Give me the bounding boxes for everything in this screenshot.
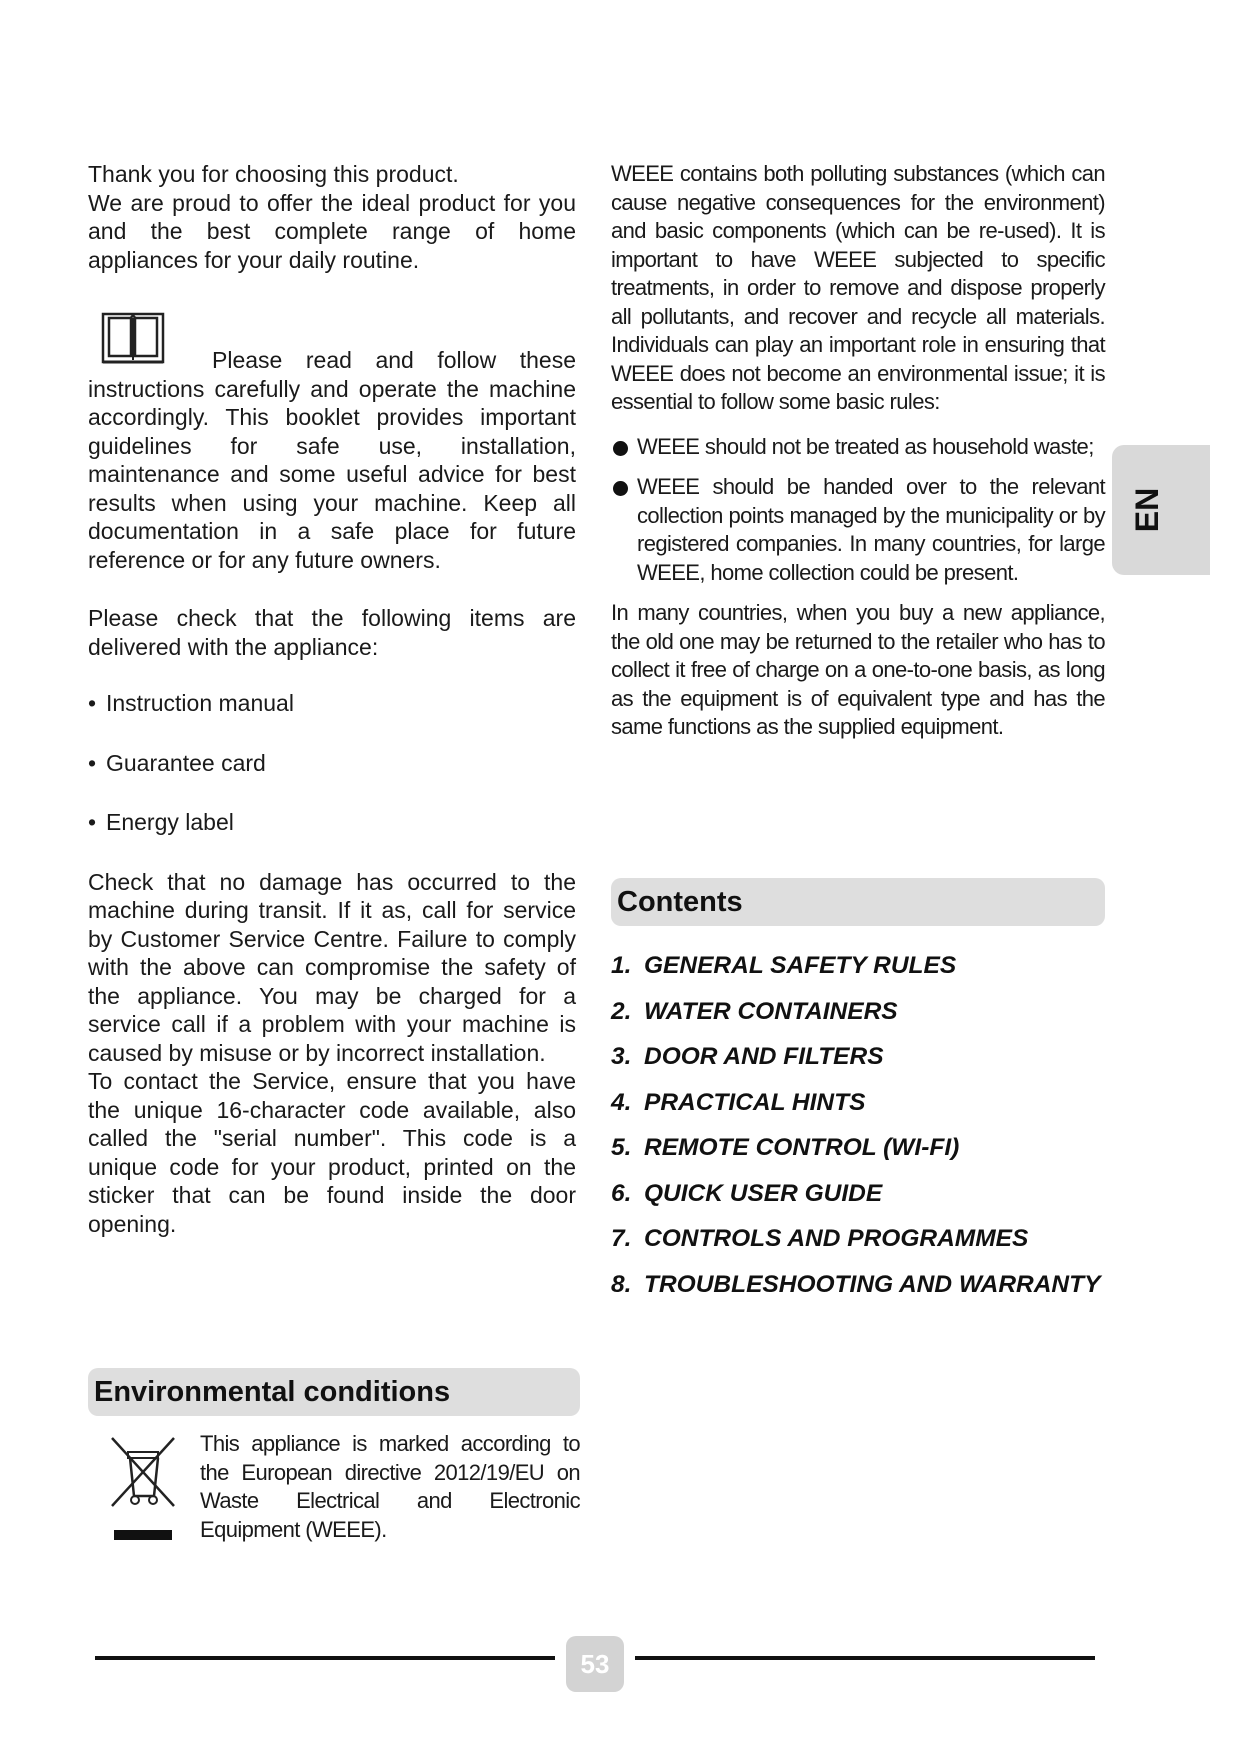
footer-rule-right bbox=[635, 1656, 1095, 1660]
toc-item[interactable]: 2. WATER CONTAINERS bbox=[611, 997, 898, 1025]
intro-column bbox=[88, 160, 576, 1238]
intro-thanks: Thank you for choosing this product. bbox=[88, 161, 459, 187]
damage-check-text: Check that no damage has occurred to the machine during transit. If it as, call for service by Customer Service Centre. Failure to comply with the above can compromise the safety of the appliance. You may be charged for a service call if a problem with your machine is caused by misuse or by incorrect installation. bbox=[88, 868, 576, 1066]
weee-directive-text: This appliance is marked according to the European directive 2012/19/EU on Waste Electrical and Electronic Equipment (WEEE). bbox=[200, 1431, 580, 1542]
toc-item[interactable]: 1. GENERAL SAFETY RULES bbox=[611, 952, 957, 979]
toc-item[interactable]: 7. CONTROLS AND PROGRAMMES bbox=[611, 1225, 1029, 1252]
contents-section bbox=[611, 878, 1105, 1316]
environmental-title: Environmental conditions bbox=[88, 1368, 580, 1416]
check-items-text: Please check that the following items are delivered with the appliance: bbox=[88, 605, 576, 660]
contact-service-text: To contact the Service, ensure that you have the unique 16-character code available, also called the "serial number". This code is a unique code for your product, printed on the sticker that can be found inside the door opening. bbox=[88, 1068, 576, 1237]
list-item: WEEE should be handed over to the relevant collection points managed by the municipality or by registered companies. In many countries, for large WEEE, home collection could be present. bbox=[611, 473, 1105, 587]
delivered-items-list bbox=[88, 689, 576, 837]
language-tab bbox=[1112, 445, 1210, 575]
weee-paragraph: WEEE contains both polluting substances (which can cause negative consequences for the environment) and basic components (which can be re-used). It is important to have WEEE subjected to specific treatments, in order to remove and dispose properly all pollutants, and recover and recycle all materials. Individuals can play an important role in ensuring that WEEE does not become an environmental issue; it is essential to follow some basic rules: bbox=[611, 161, 1105, 414]
open-book-icon bbox=[100, 308, 166, 366]
return-old-appliance-text: In many countries, when you buy a new appliance, the old one may be returned to the retailer who has to collect it free of charge on a one-to-one basis, as long as the equipment is of equivalent type and has the same functions as the supplied equipment. bbox=[611, 600, 1105, 739]
toc-item[interactable]: 6. QUICK USER GUIDE bbox=[611, 1179, 883, 1207]
intro-proud: We are proud to offer the ideal product for you and the best complete range of home appliances for your daily routine. bbox=[88, 189, 576, 273]
list-item: • Energy label bbox=[88, 808, 576, 837]
weee-mark-row bbox=[88, 1430, 580, 1550]
contents-title: Contents bbox=[611, 878, 1105, 926]
toc-item[interactable]: 5. REMOTE CONTROL (WI-FI) bbox=[611, 1134, 960, 1161]
toc-item[interactable]: 3. DOOR AND FILTERS bbox=[611, 1043, 884, 1070]
list-item: • Instruction manual bbox=[88, 689, 576, 718]
list-item: • Guarantee card bbox=[88, 749, 576, 778]
read-instructions-text: Please read and follow these instructions carefully and operate the machine accordingly. This booklet provides important guidelines for safe use, installation, maintenance and some useful advice for best results when using your machine. Keep all documentation in a safe place for future reference or for any future owners. bbox=[88, 347, 576, 573]
language-tab-label: EN bbox=[1129, 487, 1165, 533]
environmental-section bbox=[88, 1368, 580, 1550]
read-instructions-block bbox=[88, 308, 576, 574]
toc-item[interactable]: 8. TROUBLESHOOTING AND WARRANTY bbox=[611, 1270, 1101, 1298]
footer-rule-left bbox=[95, 1656, 555, 1660]
weee-rules-list bbox=[611, 433, 1105, 588]
toc-item[interactable]: 4. PRACTICAL HINTS bbox=[611, 1088, 866, 1116]
page-number: 53 bbox=[566, 1636, 624, 1692]
contents-list bbox=[611, 952, 1105, 1316]
weee-column bbox=[611, 160, 1105, 742]
crossed-out-wheelie-bin-icon bbox=[108, 1434, 178, 1544]
list-item: WEEE should not be treated as household waste; bbox=[611, 433, 1105, 462]
